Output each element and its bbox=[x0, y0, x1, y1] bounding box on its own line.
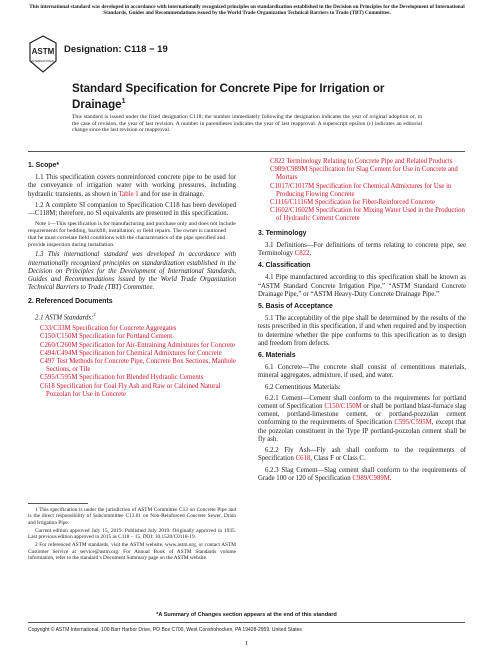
document-title bbox=[72, 82, 432, 111]
reference-title[interactable]: Specification for Chemical Admixtures for Use in Producing Flowing Concrete bbox=[276, 182, 452, 198]
footnote-1: 1 This specification is under the jurisdiction of ASTM Committee C13 on Concrete Pipe and is the direct responsibility of Subcommittee C13.01 on Non-Reinforced Concrete Sewer, Drain and Irrigation Pipe. bbox=[28, 507, 236, 526]
header-rule bbox=[28, 151, 465, 152]
para-6-1: 6.1 Concrete—The concrete shall consist of cementitious materials, mineral aggregates, admixture, if used, and water. bbox=[258, 364, 466, 380]
section-4-heading: 4. Classification bbox=[258, 262, 311, 270]
right-column bbox=[258, 158, 466, 486]
para-4-1: 4.1 Pipe manufactured according to this specification shall be known as “ASTM Standard Concrete Irrigation Pipe,” “ASTM Standard Concrete Drainage Pipe,” or “ASTM Heavy-Duty Concrete Drainage Pipe.” bbox=[258, 274, 466, 298]
reference-code-link[interactable]: C618 bbox=[40, 382, 55, 390]
reference-code-link[interactable]: C595/C595M bbox=[40, 374, 78, 382]
para-6-2-1-text: 6.2.1 Cement—Cement shall conform to the requirements for portland cement of Specification bbox=[258, 394, 466, 411]
reference-item bbox=[34, 383, 236, 399]
reference-title[interactable]: Terminology Relating to Concrete Pipe and Related Products bbox=[286, 158, 453, 165]
reference-code-link[interactable]: C260/C260M bbox=[40, 341, 78, 349]
reference-item bbox=[34, 350, 236, 358]
table-1-link[interactable]: Table 1 bbox=[118, 190, 139, 198]
svg-text:ASTM: ASTM bbox=[31, 47, 55, 56]
para-6-2-3-text: 6.2.3 Slag Cement—Slag cement shall conform to the requirements of Grade 100 or 120 of Specification bbox=[258, 466, 466, 482]
para-2-1 bbox=[28, 311, 236, 322]
para-6-2-2-text: 6.2.2 Fly Ash—Fly ash shall conform to the requirements of Specification bbox=[258, 447, 466, 463]
para-6-2-3 bbox=[258, 467, 466, 483]
reference-code-link[interactable]: C1602/C1602M bbox=[270, 207, 315, 215]
para-5-1: 5.1 The acceptability of the pipe shall be determined by the results of the tests prescribed in this specification, if and when required and by inspection to determine whether the pipe conforms to this specification as to design and freedom from defects. bbox=[258, 315, 466, 347]
copyright: Copyright © ASTM International, 100 Barr Harbor Drive, PO Box C700, West Conshohocken, PA 19428-2959. United States bbox=[28, 627, 302, 633]
reference-title[interactable]: Specification for Coal Fly Ash and Raw or Calcined Natural Pozzolan for Use in Concrete bbox=[46, 382, 221, 398]
reference-code-link[interactable]: C989/C989M bbox=[270, 166, 308, 174]
c150-link[interactable]: C150/C150M bbox=[324, 403, 362, 411]
section-1-heading: 1. Scope* bbox=[28, 162, 60, 169]
reference-title[interactable]: Specification for Blended Hydraulic Cements bbox=[79, 374, 204, 382]
note-1: Note 1—This specification is for manufacturing and purchase only and does not include requirements for bedding, backfill, installation, or field repairs. The owner is cautioned that he must correlate field conditions with the characteristics of the pipe specified and provide inspection during installation. bbox=[28, 221, 236, 248]
page-number: 1 bbox=[244, 640, 249, 647]
reference-code-link[interactable]: C497 bbox=[40, 357, 55, 365]
para-1-1-tail: and for use in drainage. bbox=[140, 190, 205, 198]
para-6-2-1-mid: or shall be portland blast-furnace slag cement, portland-limestone cement, or portland-pozzolan cement conforming to the requirements of Specification bbox=[258, 403, 467, 427]
c618-link[interactable]: C618 bbox=[295, 455, 311, 463]
reference-item bbox=[264, 199, 466, 207]
footnote-rule bbox=[28, 503, 88, 504]
section-6-heading: 6. Materials bbox=[258, 352, 296, 360]
designation: Designation: C118 − 19 bbox=[64, 44, 168, 55]
para-6-2-1-tail: , except that the pozzolan constituent in the Type IP portland-pozzolan cement shall be fly ash. bbox=[258, 419, 466, 443]
reference-title[interactable]: Specification for Mixing Water Used in the Production of Hydraulic Cement Concrete bbox=[276, 207, 465, 223]
para-6-2-2 bbox=[258, 447, 466, 463]
section-5-heading: 5. Basis of Acceptance bbox=[258, 303, 333, 311]
reference-item bbox=[34, 374, 236, 382]
para-6-2: 6.2 Cementitious Materials: bbox=[265, 383, 341, 391]
c822-link[interactable]: C822 bbox=[294, 250, 310, 258]
reference-item bbox=[264, 183, 466, 199]
c595-link[interactable]: C595/C595M bbox=[394, 419, 432, 427]
reference-title[interactable]: Specification for Air-Entraining Admixtures for Concrete bbox=[79, 341, 236, 349]
reference-item bbox=[34, 342, 236, 350]
reference-code-link[interactable]: C494/C494M bbox=[40, 349, 78, 357]
reference-title[interactable]: Specification for Chemical Admixtures for Concrete bbox=[79, 349, 222, 357]
right-reference-list bbox=[258, 158, 466, 224]
para-3-1-text: 3.1 Definitions—For definitions of terms relating to concrete pipe, see Terminology bbox=[258, 241, 466, 258]
summary-of-changes-note: *A Summary of Changes section appears at the end of this standard bbox=[156, 612, 337, 618]
reference-title[interactable]: Specification for Portland Cement bbox=[79, 333, 173, 341]
reference-title[interactable]: Specification for Concrete Aggregates bbox=[72, 325, 177, 333]
reference-code-link[interactable]: C1116/C1116M bbox=[270, 199, 314, 207]
reference-item bbox=[264, 207, 466, 223]
para-1-3: 1.3 This international standard was developed in accordance with internationally recognized principles on standardization established in the Decision on Principles for the Development of International Standards, Guides and Recommendations issued by the World Trade Organization Technical Barriers to Trade (TBT) Committee. bbox=[28, 251, 236, 292]
standards-notice: This international standard was developed in accordance with internationally recognized principles on standardization established in the Decision on Principles for the Development of International Standards, Guides and Recommendations issued by the World Trade Organization Technical Barriers to Trade (TBT) Committee. bbox=[29, 4, 465, 17]
footnote-1-edition: Current edition approved July 15, 2019. Published July 2019. Originally approved in 1935. Last previous edition approved in 2015 as C118 – 15. DOI: 10.1520/C0118-19. bbox=[28, 527, 236, 541]
reference-item bbox=[34, 358, 236, 374]
title-footnote-mark: 1 bbox=[121, 98, 126, 105]
left-reference-list bbox=[28, 325, 236, 399]
reference-code-link[interactable]: C1017/C1017M bbox=[270, 182, 315, 190]
c989-link[interactable]: C989/C989M bbox=[352, 474, 390, 482]
section-2-heading: 2. Referenced Documents bbox=[28, 298, 113, 306]
title-text: Standard Specification for Concrete Pipe for Irrigation or Drainage bbox=[72, 82, 385, 111]
footnotes bbox=[28, 507, 236, 563]
reference-item bbox=[34, 325, 236, 333]
reference-code-link[interactable]: C822 bbox=[270, 158, 285, 165]
para-3-1: 3.1 Definitions—For definitions of terms relating to concrete pipe, see Terminology C822. bbox=[258, 241, 466, 258]
reference-item bbox=[264, 158, 466, 166]
para-1-1 bbox=[28, 174, 236, 199]
reference-code-link[interactable]: C150/C150M bbox=[40, 333, 78, 341]
para-6-2-3-tail: . bbox=[389, 474, 392, 482]
reference-item bbox=[34, 333, 236, 341]
reference-item bbox=[264, 166, 466, 182]
para-6-2-2-tail: , Class F or Class C. bbox=[310, 455, 366, 463]
reference-code-link[interactable]: C33/C33M bbox=[40, 325, 71, 333]
reference-title[interactable]: Specification for Slag Cement for Use in Concrete and Mortars bbox=[276, 166, 458, 182]
left-column bbox=[28, 158, 236, 399]
para-2-1-text: 2.1 ASTM Standards: bbox=[35, 313, 94, 321]
svg-text:INTERNATIONAL: INTERNATIONAL bbox=[31, 59, 55, 63]
footnote-mark-2: 2 bbox=[93, 311, 96, 317]
para-1-2: 1.2 A complete SI companion to Specification C118 has been developed—C118M; therefore, no SI equivalents are presented in this specification. bbox=[28, 201, 236, 218]
reference-title[interactable]: Test Methods for Concrete Pipe, Concrete Box Sections, Manhole Sections, or Tile bbox=[46, 357, 236, 374]
section-3-heading: 3. Terminology bbox=[258, 229, 307, 237]
issuance-note: This standard is issued under the fixed designation C118; the number immediately following the designation indicates the year of original adoption or, in the case of revision, the year of last revision. A number in parentheses indicates the year of last reapproval. A superscript epsilon (ε) indicates an editorial change since the last revision or reapproval. bbox=[72, 114, 422, 134]
astm-logo bbox=[28, 35, 58, 73]
footer-rule bbox=[28, 622, 465, 623]
para-6-2-1 bbox=[258, 395, 466, 444]
para-1-1-text: 1.1 This specification covers nonreinforced concrete pipe to be used for the conveyance of irrigation water with working pressures, including hydraulic transients, as shown in bbox=[28, 174, 236, 198]
footnote-2: 2 For referenced ASTM standards, visit the ASTM website, www.astm.org, or contact ASTM Customer Service at service@astm.org. For Annual Book of ASTM Standards volume information, refer to the standard’s Document Summary page on the ASTM website. bbox=[28, 542, 236, 562]
reference-title[interactable]: Specification for Fiber-Reinforced Concrete bbox=[314, 199, 435, 207]
